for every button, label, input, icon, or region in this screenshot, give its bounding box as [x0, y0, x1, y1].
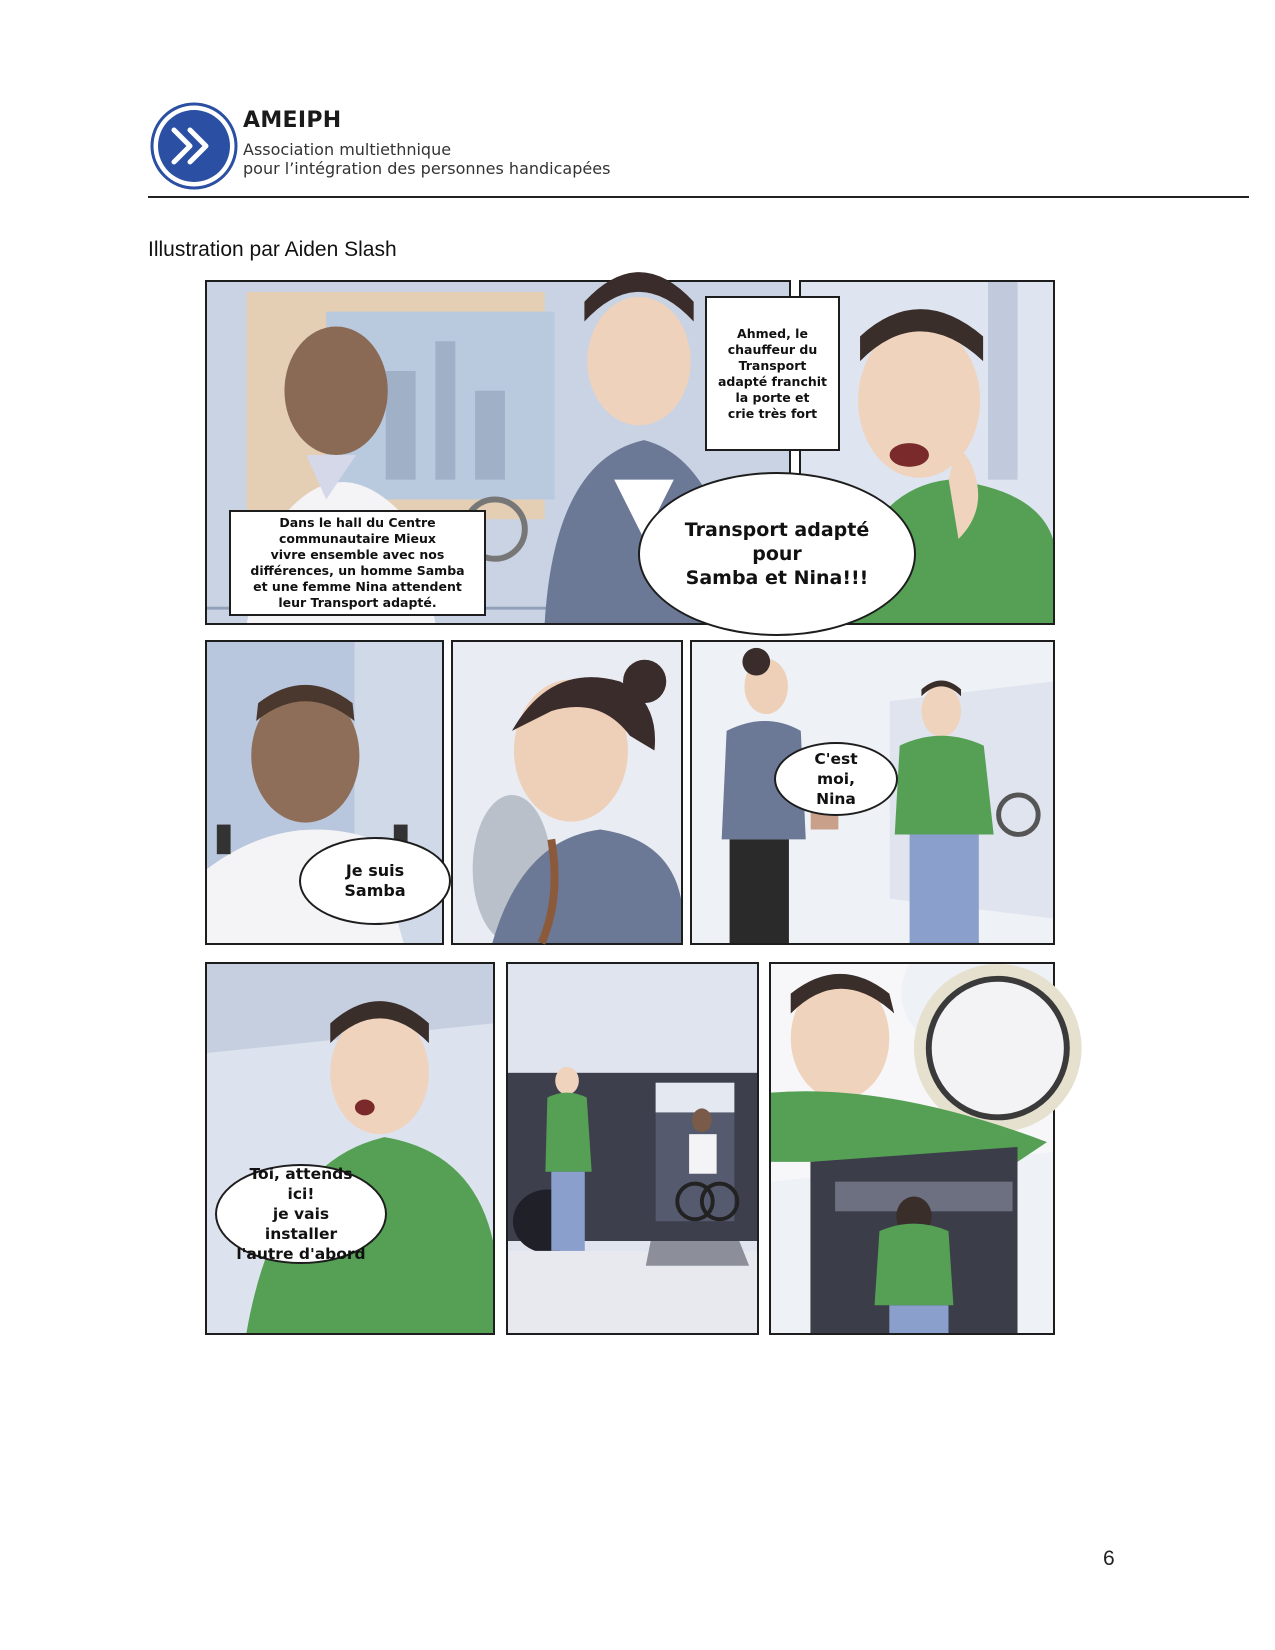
- panel-van-ramp: [506, 962, 759, 1335]
- speech-bubble-driver: Transport adapté pour Samba et Nina!!!: [638, 472, 916, 636]
- panel-nina-turning: [451, 640, 683, 945]
- panel-driver-instructs: [205, 962, 495, 1335]
- illustration-credit: Illustration par Aiden Slash: [148, 238, 397, 261]
- org-abbreviation: AMEIPH: [243, 108, 342, 133]
- panel-securing-wheelchair: [769, 962, 1055, 1335]
- narration-caption-driver: Ahmed, le chauffeur du Transport adapté franchit la porte et crie très fort: [705, 296, 840, 451]
- speech-bubble-samba: Je suis Samba: [299, 837, 451, 925]
- narration-caption-hall: Dans le hall du Centre communautaire Mieux vivre ensemble avec nos différences, un homme Samba et une femme Nina attendent leur Transport adapté.: [229, 510, 486, 616]
- panel-nina-walking: [690, 640, 1055, 945]
- page-number: 6: [1103, 1547, 1115, 1570]
- org-name-line2: pour l’intégration des personnes handicapées: [243, 159, 611, 178]
- org-name-line1: Association multiethnique: [243, 140, 452, 159]
- panel-samba: [205, 640, 444, 945]
- ameiph-logo: [150, 102, 238, 190]
- header-divider: [148, 196, 1249, 198]
- speech-bubble-nina: C'est moi, Nina: [774, 742, 898, 816]
- speech-bubble-instruction: Toi, attends ici! je vais installer l'autre d'abord: [215, 1164, 387, 1264]
